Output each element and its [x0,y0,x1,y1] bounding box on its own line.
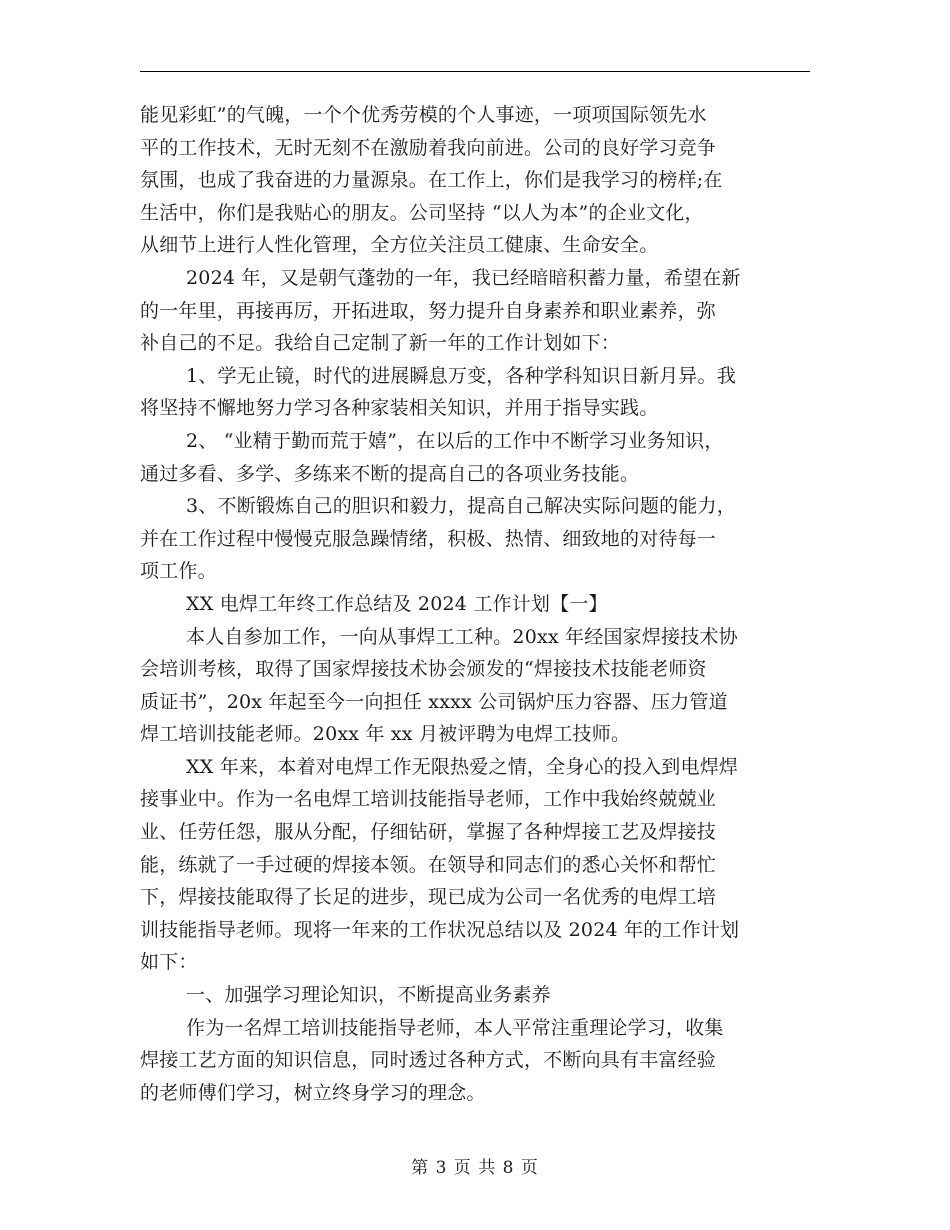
text-line: 下，焊接技能取得了长足的进步，现已成为公司一名优秀的电焊工培 [140,886,717,909]
text-line: 接事业中。作为一名电焊工培训技能指导老师，工作中我始终兢兢业 [140,788,717,811]
text-line: 能见彩虹”的气魄，一个个优秀劳模的个人事迹，一项项国际领先水 [140,104,707,126]
text-line: 2、 “业精于勤而荒于嬉”，在以后的工作中不断学习业务知识， [186,429,724,452]
header-rule [140,71,810,72]
text-line: 项工作。 [140,560,217,583]
text-line: 补自己的不足。我给自己定制了新一年的工作计划如下： [140,332,621,355]
text-line: XX 年来，本着对电焊工作无限热爱之情，全身心的投入到电焊焊 [186,755,739,778]
text-line: 的一年里，再接再厉，开拓进取，努力提升自身素养和职业素养，弥 [140,299,717,322]
text-line: 3、不断锻炼自己的胆识和毅力，提高自己解决实际问题的能力， [186,495,736,518]
text-line: 会培训考核，取得了国家焊接技术协会颁发的“焊接技术技能老师资 [140,658,707,681]
text-line: 本人自参加工作，一向从事焊工工种。20xx 年经国家焊接技术协 [186,625,738,648]
page-number: 第 3 页 共 8 页 [411,1158,539,1178]
text-line: 平的工作技术，无时无刻不在激励着我向前进。公司的良好学习竞争 [140,136,717,159]
text-line: 通过多看、多学、多练来不断的提高自己的各项业务技能。 [140,462,640,485]
text-line: 质证书”，20x 年起至今一向担任 xxxx 公司锅炉压力容器、压力管道 [140,690,728,713]
text-line: 生活中，你们是我贴心的朋友。公司坚持 “以人为本”的企业文化， [140,201,704,224]
text-line: 作为一名焊工培训技能指导老师，本人平常注重理论学习，收集 [186,1016,724,1039]
text-line: 焊接工艺方面的知识信息，同时透过各种方式，不断向具有丰富经验 [140,1049,717,1072]
text-line: 焊工培训技能老师。20xx 年 xx 月被评聘为电焊工技师。 [140,723,631,746]
text-line: 1、学无止镜，时代的进展瞬息万变，各种学科知识日新月异。我 [186,364,736,387]
text-line: 如下： [140,951,198,974]
text-line: 能，练就了一手过硬的焊接本领。在领导和同志们的悉心关怀和帮忙 [140,853,717,876]
text-line: 训技能指导老师。现将一年来的工作状况总结以及 2024 年的工作计划 [140,918,740,941]
text-line: 并在工作过程中慢慢克服急躁情绪，积极、热情、细致地的对待每一 [140,527,717,550]
text-line: 将坚持不懈地努力学习各种家装相关知识，并用于指导实践。 [140,397,659,420]
text-line: XX 电焊工年终工作总结及 2024 工作计划【一】 [186,592,608,615]
text-line: 从细节上进行人性化管理，全方位关注员工健康、生命安全。 [140,234,659,257]
text-line: 业、任劳任怨，服从分配，仔细钻研，掌握了各种焊接工艺及焊接技 [140,821,717,844]
text-line: 的老师傅们学习，树立终身学习的理念。 [140,1081,486,1104]
document-body [140,99,816,1109]
text-line: 一、加强学习理论知识，不断提高业务素养 [186,984,551,1007]
text-line: 2024 年，又是朝气蓬勃的一年，我已经暗暗积蓄力量，希望在新 [186,266,741,289]
text-line: 氛围，也成了我奋进的力量源泉。在工作上，你们是我学习的榜样;在 [140,169,723,192]
